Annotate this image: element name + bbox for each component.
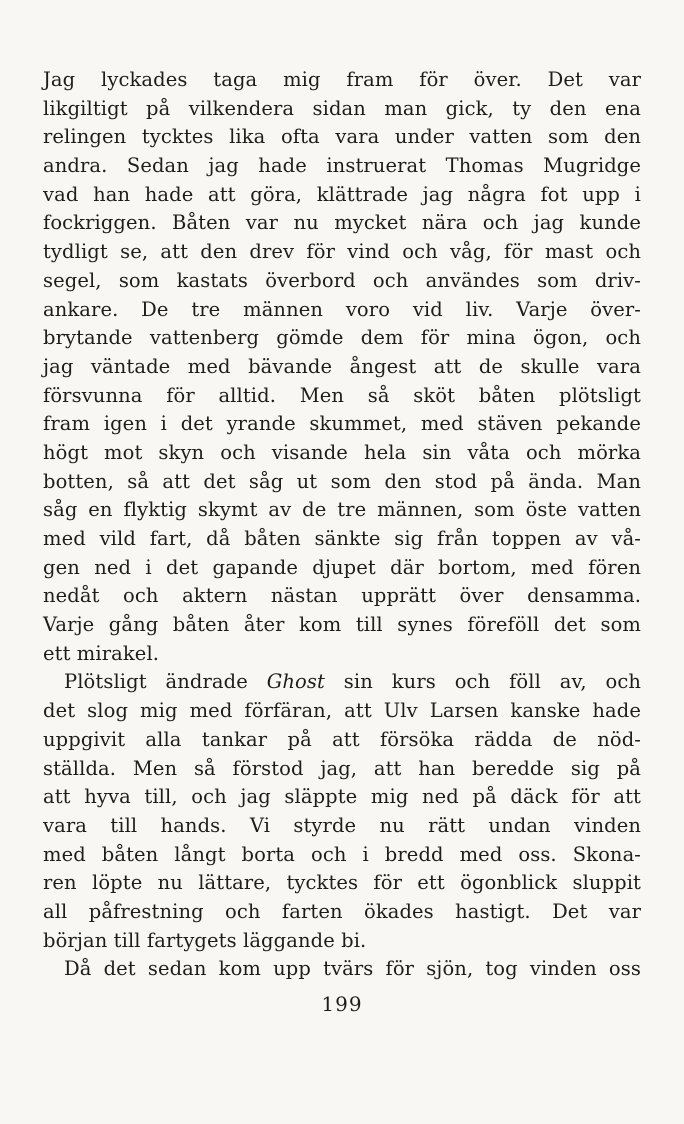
text-line: ett mirakel. [43,641,160,665]
text-line: försvunna för alltid. Men så sköt båten plötsligt [43,383,641,407]
text-line: jag väntade med bävande ångest att de skulle vara [43,354,641,378]
book-page [43,66,641,984]
text-line: vad han hade att göra, klättrade jag några fot upp i [43,182,641,206]
text-line: brytande vattenberg gömde dem för mina ögon, och [43,326,641,350]
text-line: botten, så att det såg ut som den stod på ända. Man [43,469,641,493]
text-line: gen ned i det gapande djupet där bortom, med fören [43,555,641,579]
text-line: relingen tycktes lika ofta vara under vatten som den [43,125,641,149]
text-line: med vild fart, då båten sänkte sig från toppen av vå- [43,527,641,550]
text-line: fram igen i det yrande skummet, med stäven pekande [43,412,641,436]
text-line: ankare. De tre männen voro vid liv. Varje över- [43,297,641,321]
text-line: likgiltigt på vilkendera sidan man gick, ty den ena [43,96,641,120]
text-line: början till fartygets läggande bi. [43,928,367,952]
text-line: med båten långt borta och i bredd med oss. Skona- [43,842,641,866]
text-line: Plötsligt ändrade Ghost sin kurs och föll av, och [64,670,641,694]
text-line: det slog mig med förfäran, att Ulv Larsen kanske hade [43,699,641,723]
text-line: högt mot skyn och visande hela sin våta och mörka [43,440,641,464]
text-line: Jag lyckades taga mig fram för över. Det var [43,68,641,91]
page-number: 199 [321,992,363,1016]
text-line: uppgivit alla tankar på att försöka rädda de nöd- [43,727,641,751]
text-line: att hyva till, och jag släppte mig ned på däck för att [43,785,641,809]
text-line: Då det sedan kom upp tvärs för sjön, tog vinden oss [64,957,641,981]
text-line: nedåt och aktern nästan upprätt över densamma. [43,584,641,608]
text-line: såg en flyktig skymt av de tre männen, som öste vatten [43,498,641,522]
text-line: segel, som kastats överbord och användes som driv- [43,268,641,292]
text-line: andra. Sedan jag hade instruerat Thomas Mugridge [43,154,641,178]
text-line: tydligt se, att den drev för vind och våg, för mast och [43,240,641,264]
body-text [43,66,641,984]
text-line: all påfrestning och farten ökades hastigt. Det var [43,899,641,923]
text-line: ställda. Men så förstod jag, att han beredde sig på [43,756,641,780]
text-line: fockriggen. Båten var nu mycket nära och jag kunde [43,211,641,235]
text-line: Varje gång båten åter kom till synes föreföll det som [43,613,641,637]
text-line: vara till hands. Vi styrde nu rätt undan vinden [43,813,641,837]
text-line: ren löpte nu lättare, tycktes för ett ögonblick sluppit [43,871,641,895]
